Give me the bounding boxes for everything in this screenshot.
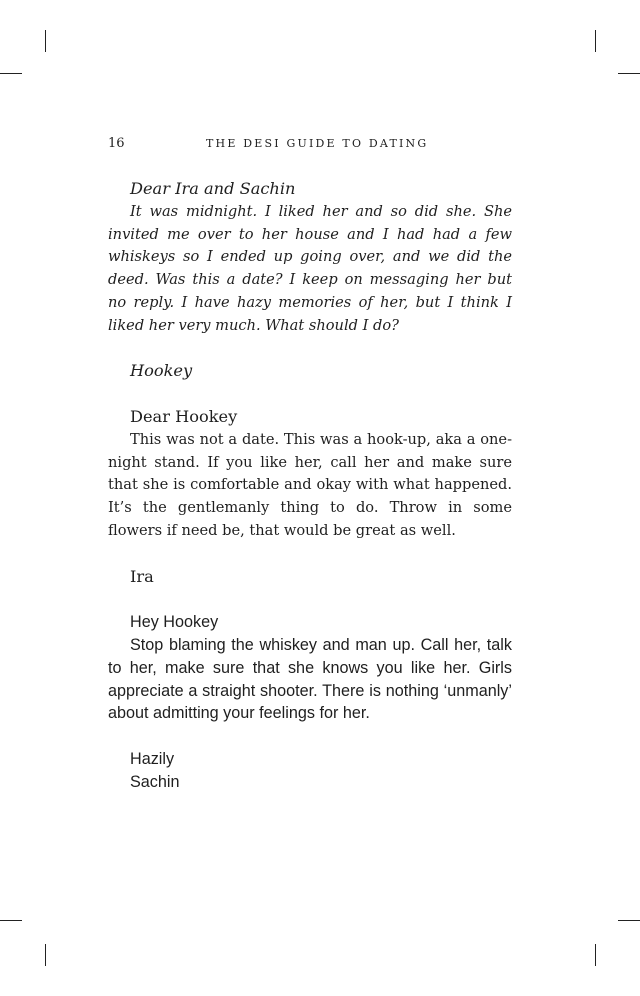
crop-mark-top-right-h	[618, 73, 640, 74]
sachin-salutation: Hey Hookey	[130, 613, 219, 632]
letter-body: It was midnight. I liked her and so did she. She invited me over to her house and I had had a few whiskeys so I ended up going over, and we did the deed. Was this a date? I keep on messaging her but no reply. I have hazy memories of her, but I think I liked her very much. What should I do?	[108, 202, 512, 334]
crop-mark-bottom-right-h	[618, 920, 640, 921]
crop-mark-bottom-right	[595, 944, 596, 966]
running-head: THE DESI GUIDE TO DATING	[206, 137, 429, 150]
crop-mark-top-left	[45, 30, 46, 52]
ira-reply-body: This was not a date. This was a hook-up, aka a one-night stand. If you like her, call her and make sure that she is comfortable and okay with what happened. It’s the gentlemanly thing to do. Throw in some flowers if need be, that would be great as well.	[108, 430, 512, 539]
letter-signoff: Hookey	[130, 361, 193, 381]
reply-from-ira	[108, 406, 512, 588]
crop-mark-bottom-left-h	[0, 920, 22, 921]
ira-signoff: Ira	[130, 566, 154, 586]
reader-letter	[108, 178, 512, 383]
ira-salutation: Dear Hookey	[130, 406, 238, 426]
letter-salutation: Dear Ira and Sachin	[130, 179, 296, 198]
sachin-reply-body: Stop blaming the whiskey and man up. Call her, talk to her, make sure that she knows you like her. Girls appreciate a straight shooter. There is nothing ‘unmanly’ about admitting your feelings for her.	[108, 635, 512, 723]
crop-mark-top-left-h	[0, 73, 22, 74]
page-header	[108, 136, 512, 156]
sachin-closing: Hazily	[130, 749, 175, 768]
crop-mark-bottom-left	[45, 944, 46, 966]
crop-mark-top-right	[595, 30, 596, 52]
page-body	[108, 178, 512, 794]
sachin-signoff: Sachin	[130, 772, 180, 791]
page-number: 16	[108, 136, 125, 151]
reply-from-sachin	[108, 611, 512, 793]
